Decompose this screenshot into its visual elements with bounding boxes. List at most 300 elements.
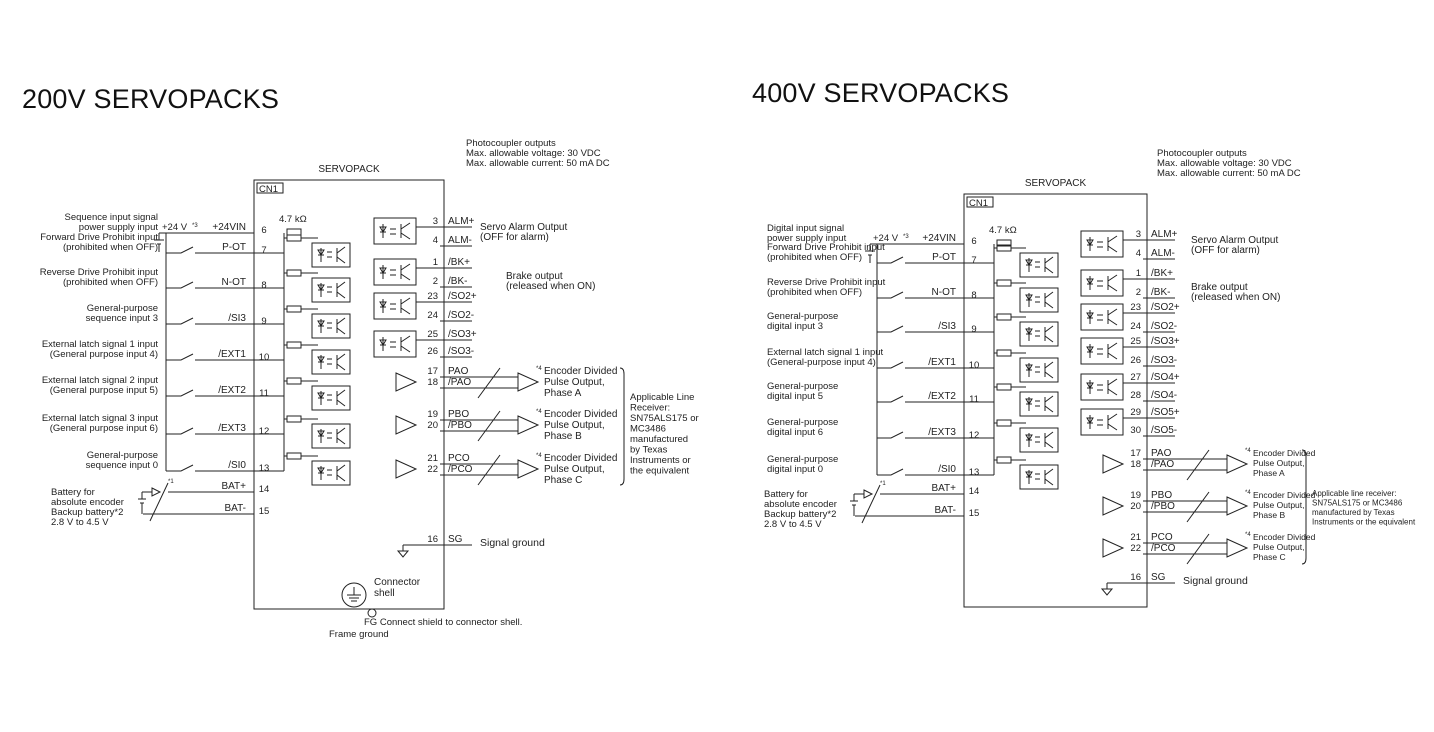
input-signal-name: /EXT3	[928, 427, 956, 438]
input-signal-name: P-OT	[932, 252, 956, 263]
pin-number: 22	[1130, 543, 1141, 554]
transistor-icon	[401, 336, 410, 352]
output-signal-name: /SO3-	[448, 346, 475, 357]
diode-icon	[380, 265, 386, 279]
supply-label: +24 V	[162, 222, 188, 233]
pin-number: 9	[971, 324, 977, 335]
title-400v: 400V SERVOPACKS	[752, 78, 1010, 108]
pin-number: 13	[258, 463, 270, 474]
light-arrow-icon	[1097, 385, 1103, 390]
encoder-output-label: Encoder Divided	[1253, 448, 1316, 458]
battery-description: Backup battery*2	[51, 507, 124, 518]
cn1-label: CN1	[259, 184, 279, 195]
photocoupler-note-line: Photocoupler outputs	[1157, 148, 1247, 159]
output-signal-name: ALM-	[1151, 248, 1175, 259]
photocoupler-icon	[374, 331, 416, 357]
diode-icon	[1087, 276, 1093, 290]
encoder-output-label: Phase B	[1253, 510, 1286, 520]
pin-number: 4	[1135, 248, 1141, 259]
photocoupler-note-line: Max. allowable current: 50 mA DC	[1157, 168, 1301, 179]
diode-icon	[318, 466, 324, 480]
input-description: (General purpose input 4)	[49, 349, 158, 360]
input-description: External latch signal 2 input	[41, 375, 158, 386]
fg-terminal-icon	[368, 609, 376, 617]
output-signal-name: ALM-	[448, 235, 472, 246]
battery-description: 2.8 V to 4.5 V	[764, 519, 822, 530]
resistor-icon	[287, 378, 301, 384]
transistor-icon	[1045, 257, 1053, 273]
resistor-icon	[287, 416, 301, 422]
light-arrow-icon	[1035, 437, 1040, 442]
diode-icon	[1087, 310, 1093, 324]
input-description: (General-purpose input 4)	[767, 357, 876, 368]
receiver-note: the equivalent	[630, 465, 690, 477]
input-signal-name: N-OT	[221, 277, 246, 288]
light-arrow-icon	[1097, 281, 1103, 286]
pin-number: 12	[258, 426, 270, 437]
note-marker: *3	[192, 223, 198, 229]
shield-line	[478, 368, 500, 398]
line-receiver-icon	[518, 460, 538, 478]
input-signal-name: /EXT1	[218, 349, 246, 360]
photocoupler-icon	[312, 278, 350, 302]
encoder-output-label: Encoder Divided	[544, 409, 618, 420]
pin-number: 3	[1135, 229, 1141, 240]
alarm-output-label: (OFF for alarm)	[1191, 245, 1260, 256]
battery-signal-name: BAT-	[224, 503, 246, 514]
output-signal-name: ALM+	[448, 216, 475, 227]
output-signal-name: /BK+	[1151, 268, 1173, 279]
pin-number: 10	[968, 360, 980, 371]
transistor-icon	[1108, 236, 1117, 252]
input-description: External latch signal 1 input	[41, 339, 158, 350]
resistor-icon	[997, 457, 1011, 463]
encoder-signal-name: /PBO	[448, 420, 472, 431]
diode-icon	[1026, 258, 1032, 272]
diode-icon	[318, 391, 324, 405]
pin-number: 25	[427, 329, 438, 340]
supply-label: +24 V	[873, 233, 899, 244]
encoder-output-label: Phase A	[544, 388, 582, 399]
pin-number: 17	[427, 366, 438, 377]
transistor-icon	[1108, 343, 1117, 359]
photocoupler-note-line: Max. allowable voltage: 30 VDC	[1157, 158, 1292, 169]
pin-number: 21	[1130, 532, 1141, 543]
light-arrow-icon	[327, 470, 332, 475]
input-signal-name: N-OT	[931, 287, 956, 298]
light-arrow-icon	[1035, 401, 1040, 406]
input-description: power supply input	[767, 233, 847, 244]
output-signal-name: /SO5+	[1151, 407, 1180, 418]
pin-number: 6	[971, 236, 977, 247]
note-marker: *1	[168, 479, 174, 485]
pin-number: 2	[432, 276, 438, 287]
output-signal-name: /SO3+	[1151, 336, 1180, 347]
diode-icon	[1026, 327, 1032, 341]
switch-icon	[877, 292, 903, 298]
photocoupler-icon	[1081, 304, 1123, 330]
resistor-icon	[997, 350, 1011, 356]
diagram-400v	[717, 0, 1434, 732]
input-description: Reverse Drive Prohibit input	[767, 277, 886, 288]
pin-number: 14	[968, 486, 980, 497]
resistor-icon	[287, 342, 301, 348]
photocoupler-icon	[374, 218, 416, 244]
transistor-icon	[337, 282, 345, 298]
encoder-output-label: Encoder Divided	[1253, 532, 1316, 542]
ground-icon	[398, 545, 408, 557]
pin-number: 24	[1130, 321, 1141, 332]
battery-signal-name: BAT-	[934, 505, 956, 516]
servopack-label: SERVOPACK	[318, 164, 380, 175]
input-description: (prohibited when OFF)	[767, 287, 863, 298]
light-arrow-icon	[1097, 242, 1103, 247]
diode-icon	[142, 488, 160, 496]
photocoupler-icon	[1081, 409, 1123, 435]
encoder-output-label: Pulse Output,	[1253, 458, 1305, 468]
output-signal-name: /SO2+	[448, 291, 477, 302]
battery-signal-name: BAT+	[931, 483, 956, 494]
pin-number: 18	[1130, 459, 1141, 470]
light-arrow-icon	[390, 304, 396, 309]
encoder-output-label: Phase C	[544, 475, 583, 486]
photocoupler-note-line: Max. allowable current: 50 mA DC	[466, 158, 610, 169]
battery-description: Battery for	[51, 487, 95, 498]
photocoupler-icon	[1020, 465, 1058, 489]
resistor-icon	[287, 229, 301, 235]
signal-ground-label: Signal ground	[1183, 575, 1248, 587]
input-signal-name: +24VIN	[212, 222, 246, 233]
pin-number: 22	[427, 464, 438, 475]
input-description: Forward Drive Prohibit input	[767, 242, 885, 253]
diode-icon	[1087, 415, 1093, 429]
note-marker: *4	[1245, 532, 1251, 538]
ground-icon	[1102, 583, 1112, 595]
line-receiver-icon	[1227, 539, 1247, 557]
receiver-note: Instruments or the equivalent	[1312, 517, 1416, 527]
light-arrow-icon	[390, 270, 396, 275]
transistor-icon	[401, 264, 410, 280]
encoder-signal-name: /PAO	[448, 377, 472, 388]
switch-icon	[877, 362, 903, 368]
note-marker: *4	[1245, 448, 1251, 454]
output-signal-name: /BK-	[1151, 287, 1171, 298]
note-marker: *4	[536, 409, 542, 415]
alarm-output-label: Servo Alarm Output	[480, 222, 568, 233]
switch-icon	[166, 354, 193, 360]
diode-icon	[854, 490, 872, 498]
switch-icon	[166, 428, 193, 434]
note-marker: *4	[1245, 490, 1251, 496]
resistor-icon	[287, 270, 301, 276]
line-driver-icon	[1103, 455, 1123, 473]
photocoupler-icon	[1020, 428, 1058, 452]
photocoupler-note-line: Photocoupler outputs	[466, 138, 556, 149]
input-signal-name: /SI3	[228, 313, 246, 324]
encoder-signal-name: PAO	[1151, 448, 1172, 459]
input-description: sequence input 0	[85, 460, 158, 471]
photocoupler-icon	[312, 424, 350, 448]
light-arrow-icon	[327, 287, 332, 292]
diode-icon	[1026, 433, 1032, 447]
light-arrow-icon	[327, 323, 332, 328]
transistor-icon	[401, 223, 410, 239]
encoder-output-label: Encoder Divided	[544, 453, 618, 464]
input-signal-name: /EXT3	[218, 423, 246, 434]
line-receiver-icon	[518, 416, 538, 434]
transistor-icon	[1045, 432, 1053, 448]
line-driver-icon	[1103, 539, 1123, 557]
photocoupler-icon	[312, 461, 350, 485]
encoder-output-label: Encoder Divided	[544, 366, 618, 377]
switch-icon	[166, 282, 193, 288]
light-arrow-icon	[390, 229, 396, 234]
transistor-icon	[337, 318, 345, 334]
encoder-signal-name: PAO	[448, 366, 469, 377]
encoder-output-label: Pulse Output,	[1253, 500, 1305, 510]
pin-number: 2	[1135, 287, 1141, 298]
pin-number: 7	[261, 245, 267, 256]
pin-number: 9	[261, 316, 267, 327]
light-arrow-icon	[1035, 331, 1040, 336]
input-description: digital input 5	[767, 391, 823, 402]
battery-description: Battery for	[764, 489, 808, 500]
transistor-icon	[1108, 275, 1117, 291]
output-signal-name: /SO4+	[1151, 372, 1180, 383]
photocoupler-icon	[1020, 288, 1058, 312]
switch-icon	[166, 465, 193, 471]
light-arrow-icon	[1035, 262, 1040, 267]
bracket	[620, 368, 624, 485]
light-arrow-icon	[1035, 474, 1040, 479]
input-description: General-purpose	[86, 303, 158, 314]
pin-number: 18	[427, 377, 438, 388]
input-description: (prohibited when OFF)	[62, 277, 158, 288]
pin-number: 25	[1130, 336, 1141, 347]
pin-number: 11	[969, 394, 979, 405]
input-description: power supply input	[78, 222, 158, 233]
diode-icon	[1087, 380, 1093, 394]
diode-icon	[1026, 470, 1032, 484]
transistor-icon	[1045, 396, 1053, 412]
encoder-output-label: Phase A	[1253, 468, 1285, 478]
input-description: (prohibited when OFF)	[767, 252, 863, 263]
input-description: General-purpose	[86, 450, 158, 461]
pin-number: 19	[1130, 490, 1141, 501]
pin-number: 4	[432, 235, 438, 246]
photocoupler-icon	[312, 314, 350, 338]
line-receiver-icon	[1227, 455, 1247, 473]
input-description: sequence input 3	[85, 313, 158, 324]
resistor-icon	[997, 420, 1011, 426]
encoder-output-label: Phase C	[1253, 552, 1286, 562]
output-signal-name: ALM+	[1151, 229, 1178, 240]
input-description: Reverse Drive Prohibit input	[39, 267, 158, 278]
resistor-icon	[997, 384, 1011, 390]
output-signal-name: /SO2-	[1151, 321, 1178, 332]
receiver-note: manufactured by Texas	[1312, 508, 1395, 517]
resistor-icon	[997, 280, 1011, 286]
shield-line	[1187, 492, 1209, 522]
input-description: (prohibited when OFF)	[62, 242, 158, 253]
photocoupler-icon	[1081, 338, 1123, 364]
switch-icon	[877, 257, 903, 263]
transistor-icon	[1108, 414, 1117, 430]
pin-number: 3	[432, 216, 438, 227]
diode-icon	[318, 283, 324, 297]
photocoupler-icon	[1081, 231, 1123, 257]
pin-number: 1	[432, 257, 438, 268]
shield-line	[478, 455, 500, 485]
battery-description: Backup battery*2	[764, 509, 837, 520]
pin-number: 1	[1135, 268, 1141, 279]
frame-ground-icon	[347, 587, 361, 601]
pin-number: 21	[427, 453, 438, 464]
input-description: digital input 0	[767, 464, 823, 475]
output-signal-name: /BK+	[448, 257, 470, 268]
diode-icon	[1026, 363, 1032, 377]
pin-number: 20	[427, 420, 438, 431]
diode-icon	[380, 224, 386, 238]
resistor-icon	[997, 314, 1011, 320]
receiver-note: Receiver:	[630, 402, 671, 414]
receiver-note: Applicable line receiver:	[1312, 489, 1397, 498]
shield-line	[1187, 534, 1209, 564]
pin-number: 11	[259, 388, 269, 399]
battery-icon	[850, 494, 858, 516]
brake-output-label: Brake output	[506, 271, 563, 282]
pin-number: 16	[427, 534, 438, 545]
encoder-signal-name: PBO	[448, 409, 470, 420]
brake-output-label: (released when ON)	[1191, 292, 1281, 303]
diode-icon	[318, 355, 324, 369]
transistor-icon	[337, 354, 345, 370]
diode-icon	[1026, 397, 1032, 411]
receiver-note: manufactured	[630, 434, 689, 445]
battery-signal-name: BAT+	[221, 481, 246, 492]
output-signal-name: /SO4-	[1151, 390, 1178, 401]
transistor-icon	[337, 390, 345, 406]
input-signal-name: /SI0	[938, 464, 956, 475]
encoder-signal-name: PBO	[1151, 490, 1173, 501]
light-arrow-icon	[327, 252, 332, 257]
pin-number: 16	[1130, 572, 1141, 583]
transistor-icon	[1045, 326, 1053, 342]
photocoupler-icon	[312, 386, 350, 410]
pin-number: 15	[258, 506, 270, 517]
switch-icon	[166, 318, 193, 324]
input-description: External latch signal 1 input	[767, 347, 884, 358]
input-description: Digital input signal	[767, 223, 845, 234]
input-description: General-purpose	[767, 454, 839, 465]
resistor-icon	[287, 306, 301, 312]
output-signal-name: /SO3-	[1151, 355, 1178, 366]
light-arrow-icon	[1097, 349, 1103, 354]
pin-number: 14	[258, 484, 270, 495]
note-marker: *4	[536, 366, 542, 372]
ground-signal-name: SG	[1151, 572, 1166, 583]
input-signal-name: /EXT1	[928, 357, 956, 368]
photocoupler-icon	[312, 243, 350, 267]
resistor-label: 4.7 kΩ	[989, 225, 1017, 236]
light-arrow-icon	[1035, 367, 1040, 372]
signal-ground-label: Signal ground	[480, 537, 545, 549]
input-description: digital input 3	[767, 321, 823, 332]
output-signal-name: /SO2+	[1151, 302, 1180, 313]
pin-number: 26	[427, 346, 438, 357]
note-marker: *3	[903, 234, 909, 240]
shield-line	[478, 411, 500, 441]
encoder-signal-name: /PAO	[1151, 459, 1175, 470]
encoder-signal-name: /PBO	[1151, 501, 1175, 512]
photocoupler-icon	[1081, 270, 1123, 296]
input-description: General-purpose	[767, 417, 839, 428]
receiver-note: Applicable Line	[630, 392, 695, 403]
shield-line	[1187, 450, 1209, 480]
connector-shell-label: Connector	[374, 577, 421, 588]
light-arrow-icon	[327, 395, 332, 400]
receiver-note: Instruments or	[630, 455, 691, 466]
title-200v: 200V SERVOPACKS	[22, 84, 280, 114]
switch-icon	[877, 432, 903, 438]
pin-number: 27	[1130, 372, 1141, 383]
receiver-note: SN75ALS175 or MC3486	[1312, 498, 1403, 508]
receiver-note: MC3486	[630, 423, 666, 435]
switch-icon	[877, 396, 903, 402]
photocoupler-icon	[1020, 322, 1058, 346]
pin-number: 26	[1130, 355, 1141, 366]
input-signal-name: /SI3	[938, 321, 956, 332]
output-signal-name: /BK-	[448, 276, 468, 287]
connector-shell-label: shell	[374, 588, 395, 599]
battery-description: absolute encoder	[51, 497, 124, 508]
pin-number: 17	[1130, 448, 1141, 459]
receiver-note: SN75ALS175 or	[630, 413, 699, 424]
photocoupler-icon	[374, 293, 416, 319]
photocoupler-icon	[1020, 392, 1058, 416]
diode-icon	[1087, 344, 1093, 358]
diode-icon	[318, 429, 324, 443]
encoder-signal-name: /PCO	[1151, 543, 1176, 554]
light-arrow-icon	[1035, 297, 1040, 302]
photocoupler-icon	[1020, 253, 1058, 277]
diode-icon	[1087, 237, 1093, 251]
pin-number: 23	[427, 291, 438, 302]
output-signal-name: /SO2-	[448, 310, 475, 321]
light-arrow-icon	[327, 433, 332, 438]
switch-icon	[166, 247, 193, 253]
photocoupler-note-line: Max. allowable voltage: 30 VDC	[466, 148, 601, 159]
diode-icon	[1026, 293, 1032, 307]
pin-number: 23	[1130, 302, 1141, 313]
pin-number: 8	[261, 280, 267, 291]
line-driver-icon	[1103, 497, 1123, 515]
input-signal-name: +24VIN	[922, 233, 956, 244]
transistor-icon	[337, 247, 345, 263]
encoder-signal-name: /PCO	[448, 464, 473, 475]
input-description: General-purpose	[767, 311, 839, 322]
fg-note: FG Connect shield to connector shell.	[364, 617, 523, 628]
photocoupler-icon	[1081, 374, 1123, 400]
frame-ground-label: Frame ground	[329, 629, 389, 640]
pin-number: 29	[1130, 407, 1141, 418]
diode-icon	[380, 337, 386, 351]
brake-output-label: Brake output	[1191, 282, 1248, 293]
encoder-output-label: Pulse Output,	[544, 420, 605, 431]
input-signal-name: P-OT	[222, 242, 246, 253]
encoder-output-label: Encoder Divided	[1253, 490, 1316, 500]
input-signal-name: /EXT2	[218, 385, 246, 396]
